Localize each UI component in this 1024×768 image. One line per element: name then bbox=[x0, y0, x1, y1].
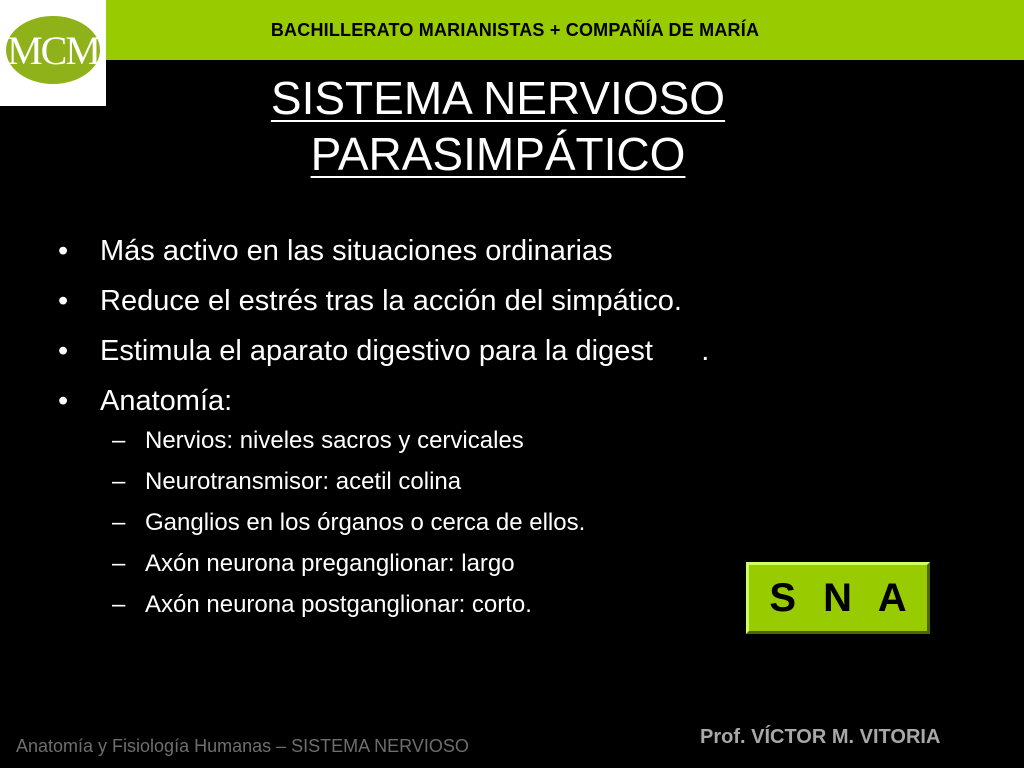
list-item bbox=[112, 420, 762, 461]
header-text: BACHILLERATO MARIANISTAS + COMPAÑÍA DE MARÍA bbox=[270, 19, 760, 40]
list-item bbox=[112, 584, 762, 625]
sub-bullet-text: Nervios: niveles sacros y cervicales bbox=[145, 427, 524, 454]
bullet-marker: • bbox=[58, 385, 69, 417]
bullet-list bbox=[58, 226, 858, 426]
sub-bullet-list bbox=[112, 420, 762, 625]
slide-title bbox=[140, 70, 856, 182]
list-item bbox=[58, 226, 858, 276]
bullet-text: Reduce el estrés tras la acción del simpático. bbox=[100, 285, 682, 317]
bullet-marker: • bbox=[58, 335, 69, 367]
bullet-text: Anatomía: bbox=[100, 385, 233, 417]
header-bar bbox=[106, 0, 1024, 60]
sub-bullet-text: Axón neurona postganglionar: corto. bbox=[145, 591, 532, 618]
bullet-marker: • bbox=[58, 235, 69, 267]
logo-text: MCM bbox=[7, 27, 99, 73]
sub-bullet-marker: – bbox=[112, 468, 126, 495]
title-line-2: PARASIMPÁTICO bbox=[310, 128, 686, 180]
list-item bbox=[112, 543, 762, 584]
title-line-1: SISTEMA NERVIOSO bbox=[270, 72, 726, 124]
footer-author: Prof. VÍCTOR M. VITORIA bbox=[700, 726, 941, 748]
sub-bullet-text: Axón neurona preganglionar: largo bbox=[145, 550, 515, 577]
sub-bullet-text: Neurotransmisor: acetil colina bbox=[145, 468, 462, 495]
sub-bullet-marker: – bbox=[112, 550, 126, 577]
sna-button-label: S N A bbox=[769, 575, 915, 620]
footer-course-title: Anatomía y Fisiología Humanas – SISTEMA NERVIOSO bbox=[16, 736, 469, 756]
list-item bbox=[58, 376, 858, 426]
bullet-marker: • bbox=[58, 285, 69, 317]
list-item bbox=[112, 502, 762, 543]
list-item bbox=[58, 276, 858, 326]
sub-bullet-text: Ganglios en los órganos o cerca de ellos. bbox=[145, 509, 586, 536]
bullet-text: Más activo en las situaciones ordinarias bbox=[100, 235, 613, 267]
list-item bbox=[58, 326, 858, 376]
logo-badge bbox=[6, 16, 100, 84]
sub-bullet-marker: – bbox=[112, 427, 126, 454]
list-item bbox=[112, 461, 762, 502]
sna-button[interactable] bbox=[746, 562, 930, 634]
sub-bullet-marker: – bbox=[112, 591, 126, 618]
bullet-text: Estimula el aparato digestivo para la digest . bbox=[100, 335, 710, 367]
sub-bullet-marker: – bbox=[112, 509, 126, 536]
logo bbox=[0, 0, 106, 106]
